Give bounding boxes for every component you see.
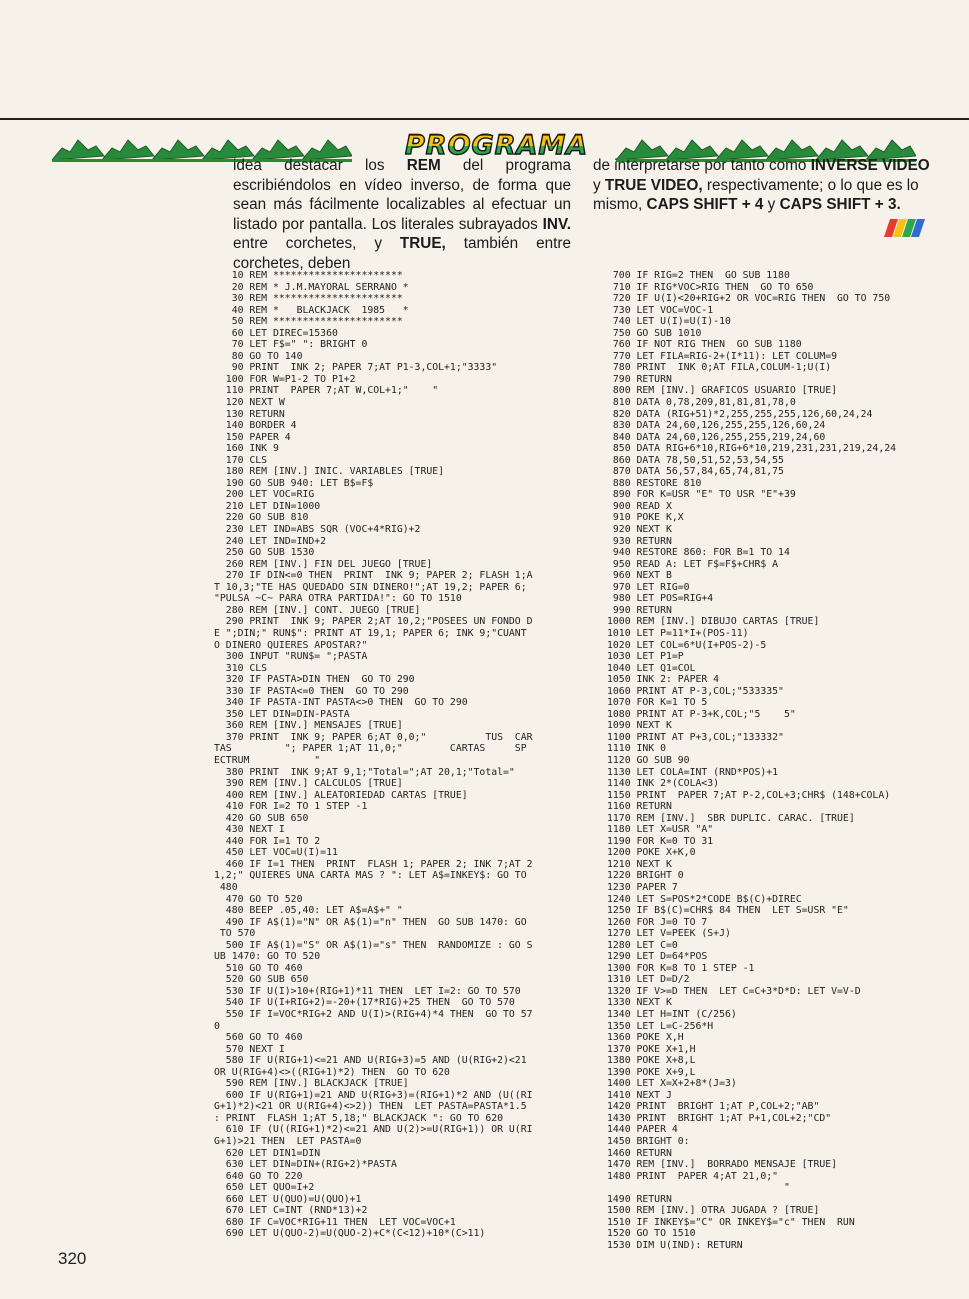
code-line: 330 IF PASTA<=0 THEN GO TO 290 <box>214 685 409 697</box>
code-line: 810 DATA 0,78,209,81,81,81,78,0 <box>607 397 796 409</box>
code-line: 1370 POKE X+1,H <box>607 1043 696 1055</box>
intro-bold-term: TRUE, <box>399 235 446 252</box>
section-title: PROGRAMA <box>405 126 585 166</box>
code-line: 590 REM [INV.] BLACKJACK [TRUE] <box>214 1078 409 1090</box>
code-line: 80 GO TO 140 <box>214 350 303 362</box>
code-line: 470 GO TO 520 <box>214 893 303 905</box>
code-line: 320 IF PASTA>DIN THEN GO TO 290 <box>214 674 415 686</box>
code-line: 1390 POKE X+9,L <box>607 1066 696 1078</box>
code-line: 100 FOR W=P1-2 TO P1+2 <box>214 373 356 385</box>
code-line: 680 IF C=VOC*RIG+11 THEN LET VOC=VOC+1 <box>214 1216 456 1228</box>
code-line: 790 RETURN <box>607 373 672 385</box>
code-line: 1510 IF INKEY$="C" OR INKEY$="c" THEN RUN <box>607 1216 855 1228</box>
intro-bold-term: CAPS SHIFT + 4 <box>646 196 764 213</box>
header-rule <box>0 118 969 120</box>
code-line: 620 LET DIN1=DIN <box>214 1147 321 1159</box>
code-line: 350 LET DIN=DIN-PASTA <box>214 708 350 720</box>
intro-text-run: de interpretarse por tanto como <box>593 157 811 174</box>
code-line: 1110 INK 0 <box>607 743 666 755</box>
code-line: 1060 PRINT AT P-3,COL;"533335" <box>607 685 784 697</box>
code-line: 1420 PRINT BRIGHT 1;AT P,COL+2;"AB" <box>607 1101 820 1113</box>
code-line: 190 GO SUB 940: LET B$=F$ <box>214 477 374 489</box>
code-line: 1,2;" QUIERES UNA CARTA MAS ? ": LET A$=INKEY$: GO TO <box>214 870 527 882</box>
code-line: TO 570 <box>214 928 256 940</box>
code-line: 1200 POKE X+K,0 <box>607 847 696 859</box>
code-line: 270 IF DIN<=0 THEN PRINT INK 9; PAPER 2; FLASH 1;A <box>214 570 533 582</box>
code-line: 960 NEXT B <box>607 570 672 582</box>
code-line: 1050 INK 2: PAPER 4 <box>607 674 720 686</box>
code-line: 450 LET VOC=U(I)=11 <box>214 847 338 859</box>
code-line: 260 REM [INV.] FIN DEL JUEGO [TRUE] <box>214 558 433 570</box>
code-line: 770 LET FILA=RIG-2+(I*11): LET COLUM=9 <box>607 350 838 362</box>
code-line: 740 LET U(I)=U(I)-10 <box>607 316 731 328</box>
code-line: 650 LET QUO=I+2 <box>214 1182 315 1194</box>
code-line: 1030 LET P1=P <box>607 651 684 663</box>
code-line: 540 IF U(I+RIG+2)=-20+(17*RIG)+25 THEN GO TO 570 <box>214 997 515 1009</box>
code-line: 1040 LET Q1=COL <box>607 662 696 674</box>
intro-bold-term: INV. <box>542 215 571 233</box>
code-line: 380 PRINT INK 9;AT 9,1;"Total=";AT 20,1;"Total=" <box>214 766 515 778</box>
code-line: 1470 REM [INV.] BORRADO MENSAJE [TRUE] <box>607 1159 838 1171</box>
code-line: 1480 PRINT PAPER 4;AT 21,0;" <box>607 1170 779 1182</box>
code-line: 660 LET U(QUO)=U(QUO)+1 <box>214 1193 362 1205</box>
code-line: 1260 FOR J=0 TO 7 <box>607 916 708 928</box>
code-line: 10 REM ********************** <box>214 270 403 281</box>
code-line: 250 GO SUB 1530 <box>214 547 315 559</box>
code-line: 480 <box>214 881 238 893</box>
code-line: 1500 REM [INV.] OTRA JUGADA ? [TRUE] <box>607 1205 820 1217</box>
code-line: 1400 LET X=X+2+8*(J=3) <box>607 1078 737 1090</box>
code-line: : PRINT FLASH 1;AT 5,18;" BLACKJACK ": GO TO 620 <box>214 1112 504 1124</box>
code-line: 780 PRINT INK 0;AT FILA,COLUM-1;U(I) <box>607 362 832 374</box>
code-line: 130 RETURN <box>214 408 285 420</box>
code-line: 1000 REM [INV.] DIBUJO CARTAS [TRUE] <box>607 616 820 628</box>
code-line: T 10,3;"TE HAS QUEDADO SIN DINERO!";AT 19,2; PAPER 6; <box>214 581 527 593</box>
code-line: 690 LET U(QUO-2)=U(QUO-2)+C*(C<12)+10*(C>11) <box>214 1228 486 1240</box>
code-line: 1270 LET V=PEEK (S+J) <box>607 928 731 940</box>
code-line: 500 IF A$(1)="S" OR A$(1)="s" THEN RANDOMIZE : GO S <box>214 939 533 951</box>
code-line: 1170 REM [INV.] SBR DUPLIC. CARAC. [TRUE] <box>607 812 855 824</box>
code-line: ECTRUM " <box>214 754 321 766</box>
code-line: 1130 LET COLA=INT (RND*POS)+1 <box>607 766 779 778</box>
code-line: 230 LET IND=ABS SQR (VOC+4*RIG)+2 <box>214 524 421 536</box>
code-line: 1070 FOR K=1 TO 5 <box>607 697 708 709</box>
code-line: 160 INK 9 <box>214 443 279 455</box>
code-line: 20 REM * J.M.MAYORAL SERRANO * <box>214 281 409 293</box>
code-line: 60 LET DIREC=15360 <box>214 327 338 339</box>
code-line: 860 DATA 78,50,51,52,53,54,55 <box>607 454 784 466</box>
code-line: 40 REM * BLACKJACK 1985 * <box>214 304 409 316</box>
code-line: 580 IF U(RIG+1)<=21 AND U(RIG+3)=5 AND (U(RIG+2)<21 <box>214 1055 527 1067</box>
intro-paragraph-left <box>233 156 571 273</box>
code-line: G+1)*2)<21 OR U(RIG+4)<>2)) THEN LET PASTA=PASTA*1.5 <box>214 1101 527 1113</box>
code-line: 360 REM [INV.] MENSAJES [TRUE] <box>214 720 403 732</box>
code-line: 410 FOR I=2 TO 1 STEP -1 <box>214 801 368 813</box>
code-line: 1520 GO TO 1510 <box>607 1228 696 1240</box>
code-line: 120 NEXT W <box>214 397 285 409</box>
code-line: 550 IF I=VOC*RIG+2 AND U(I)>(RIG+4)*4 THEN GO TO 57 <box>214 1009 533 1020</box>
code-line: 170 CLS <box>214 454 268 466</box>
code-line: 1310 LET D=D/2 <box>607 974 690 986</box>
code-line: 1460 RETURN <box>607 1147 672 1159</box>
intro-text-run: del programa escribiéndolos en vídeo inverso, de forma que sean más fácilmente localizables al efectuar un listado por pantalla. Los literales subrayados <box>233 157 571 233</box>
code-line: O DINERO QUIERES APOSTAR?" <box>214 639 368 651</box>
page-header <box>0 60 969 161</box>
code-line: 50 REM ********************** <box>214 316 403 328</box>
code-line: 930 RETURN <box>607 535 672 547</box>
code-line: 440 FOR I=1 TO 2 <box>214 835 321 847</box>
code-line: OR U(RIG+4)<>((RIG+1)*2) THEN GO TO 620 <box>214 1066 450 1078</box>
code-line: 180 REM [INV.] INIC. VARIABLES [TRUE] <box>214 466 445 478</box>
code-line: 1010 LET P=11*I+(POS-11) <box>607 627 749 639</box>
code-line: 310 CLS <box>214 662 268 674</box>
code-line: 890 FOR K=USR "E" TO USR "E"+39 <box>607 489 796 501</box>
code-line: 1290 LET D=64*POS <box>607 951 708 963</box>
program-listing-right <box>607 270 947 1251</box>
code-line: 720 IF U(I)<20+RIG+2 OR VOC=RIG THEN GO TO 750 <box>607 293 891 305</box>
code-line: 1150 PRINT PAPER 7;AT P-2,COL+3;CHR$ (148+COLA) <box>607 789 891 801</box>
code-line: 760 IF NOT RIG THEN GO SUB 1180 <box>607 339 802 351</box>
code-line: 0 <box>214 1020 220 1032</box>
code-line: 1080 PRINT AT P-3+K,COL;"5 5" <box>607 708 796 720</box>
spectrum-stripes-icon <box>884 219 926 237</box>
code-line: 1300 FOR K=8 TO 1 STEP -1 <box>607 962 755 974</box>
intro-text-run: idea destacar los <box>233 157 407 174</box>
code-line: 390 REM [INV.] CALCULOS [TRUE] <box>214 778 403 790</box>
code-line: 1320 IF V>=D THEN LET C=C+3*D*D: LET V=V-D <box>607 985 861 997</box>
code-line: 200 LET VOC=RIG <box>214 489 315 501</box>
code-line: 290 PRINT INK 9; PAPER 2;AT 10,2;"POSEES UN FONDO D <box>214 616 533 628</box>
code-line: 800 REM [INV.] GRAFICOS USUARIO [TRUE] <box>607 385 838 397</box>
code-line: 710 IF RIG*VOC>RIG THEN GO TO 650 <box>607 281 814 293</box>
code-line: 970 LET RIG=0 <box>607 581 690 593</box>
code-line: 1450 BRIGHT 0: <box>607 1136 690 1148</box>
intro-text-run: entre corchetes, y <box>233 235 400 252</box>
intro-bold-term: REM <box>406 157 441 174</box>
code-line: 150 PAPER 4 <box>214 431 291 443</box>
code-line: 430 NEXT I <box>214 824 285 836</box>
intro-bold-term: INVERSE VIDEO <box>810 157 930 174</box>
code-line: 980 LET POS=RIG+4 <box>607 593 714 605</box>
code-line: 1180 LET X=USR "A" <box>607 824 714 836</box>
code-line: 610 IF (U((RIG+1)*2)<=21 AND U(2)>=U(RIG+1)) OR U(RI <box>214 1124 533 1136</box>
code-line: 510 GO TO 460 <box>214 962 303 974</box>
code-line: 1360 POKE X,H <box>607 1032 684 1044</box>
code-line: 940 RESTORE 860: FOR B=1 TO 14 <box>607 547 790 559</box>
code-line: G+1)>21 THEN LET PASTA=0 <box>214 1136 362 1148</box>
program-listing-left <box>214 270 586 1240</box>
code-line: 1340 LET H=INT (C/256) <box>607 1009 737 1020</box>
code-line: "PULSA ~C~ PARA OTRA PARTIDA!": GO TO 1510 <box>214 593 462 605</box>
intro-bold-term: CAPS SHIFT + 3. <box>779 196 901 213</box>
code-line: 1250 IF B$(C)=CHR$ 84 THEN LET S=USR "E" <box>607 905 849 917</box>
code-line: 1190 FOR K=0 TO 31 <box>607 835 714 847</box>
code-line: 990 RETURN <box>607 604 672 616</box>
code-line: 730 LET VOC=VOC-1 <box>607 304 714 316</box>
code-line: 460 IF I=1 THEN PRINT FLASH 1; PAPER 2; INK 7;AT 2 <box>214 858 533 870</box>
code-line: 820 DATA (RIG+51)*2,255,255,255,126,60,24,24 <box>607 408 873 420</box>
intro-text-run: y <box>763 196 780 213</box>
code-line: 90 PRINT INK 2; PAPER 7;AT P1-3,COL+1;"3333" <box>214 362 498 374</box>
code-line: 300 INPUT "RUN$= ";PASTA <box>214 651 368 663</box>
code-line: 750 GO SUB 1010 <box>607 327 702 339</box>
code-line: 1380 POKE X+8,L <box>607 1055 696 1067</box>
code-line: 210 LET DIN=1000 <box>214 500 321 512</box>
code-line: 110 PRINT PAPER 7;AT W,COL+1;" " <box>214 385 439 397</box>
code-line: 1350 LET L=C-256*H <box>607 1020 714 1032</box>
code-line: 640 GO TO 220 <box>214 1170 303 1182</box>
code-line: 140 BORDER 4 <box>214 420 297 432</box>
code-line: 1210 NEXT K <box>607 858 672 870</box>
code-line: 1090 NEXT K <box>607 720 672 732</box>
code-line: 920 NEXT K <box>607 524 672 536</box>
code-line: 370 PRINT INK 9; PAPER 6;AT 0,0;" TUS CAR <box>214 731 533 743</box>
code-line: 570 NEXT I <box>214 1043 285 1055</box>
code-line: 830 DATA 24,60,126,255,255,126,60,24 <box>607 420 826 432</box>
code-line: 850 DATA RIG+6*10,RIG+6*10,219,231,231,219,24,24 <box>607 443 897 455</box>
code-line: 1100 PRINT AT P+3,COL;"133332" <box>607 731 784 743</box>
code-line: 400 REM [INV.] ALEATORIEDAD CARTAS [TRUE] <box>214 789 468 801</box>
code-line: TAS "; PAPER 1;AT 11,0;" CARTAS SP <box>214 743 527 755</box>
code-line: 880 RESTORE 810 <box>607 477 702 489</box>
code-line: 1120 GO SUB 90 <box>607 754 690 766</box>
code-line: 840 DATA 24,60,126,255,255,219,24,60 <box>607 431 826 443</box>
code-line: 340 IF PASTA-INT PASTA<>0 THEN GO TO 290 <box>214 697 468 709</box>
code-line: 1330 NEXT K <box>607 997 672 1009</box>
code-line: 560 GO TO 460 <box>214 1032 303 1044</box>
code-line: 70 LET F$=" ": BRIGHT 0 <box>214 339 368 351</box>
intro-text-run: y <box>593 176 605 194</box>
code-line: 480 BEEP .05,40: LET A$=A$+" " <box>214 905 403 917</box>
code-line: 900 READ X <box>607 500 672 512</box>
code-line: 1160 RETURN <box>607 801 672 813</box>
code-line: " <box>607 1182 790 1194</box>
intro-text-run: respectivamente; o lo que es lo mismo, <box>593 176 919 213</box>
code-line: 420 GO SUB 650 <box>214 812 309 824</box>
code-line: 910 POKE K,X <box>607 512 684 524</box>
page-number: 320 <box>58 1249 87 1268</box>
code-line: 1230 PAPER 7 <box>607 881 678 893</box>
code-line: 670 LET C=INT (RND*13)+2 <box>214 1205 368 1217</box>
code-line: 1220 BRIGHT 0 <box>607 870 684 882</box>
code-line: 220 GO SUB 810 <box>214 512 309 524</box>
intro-bold-term: TRUE VIDEO, <box>604 176 703 194</box>
code-line: 280 REM [INV.] CONT. JUEGO [TRUE] <box>214 604 421 616</box>
code-line: 1430 PRINT BRIGHT 1;AT P+1,COL+2;"CD" <box>607 1112 832 1124</box>
code-line: 1490 RETURN <box>607 1193 672 1205</box>
code-line: 530 IF U(I)>10+(RIG+1)*11 THEN LET I=2: GO TO 570 <box>214 985 521 997</box>
code-line: 1530 DIM U(IND): RETURN <box>607 1239 743 1251</box>
code-line: 520 GO SUB 650 <box>214 974 309 986</box>
code-line: 630 LET DIN=DIN+(RIG+2)*PASTA <box>214 1159 397 1171</box>
code-line: 1280 LET C=0 <box>607 939 678 951</box>
code-line: 1140 INK 2*(COLA<3) <box>607 778 720 790</box>
code-line: 950 READ A: LET F$=F$+CHR$ A <box>607 558 779 570</box>
code-line: 1240 LET S=POS*2*CODE B$(C)+DIREC <box>607 893 802 905</box>
code-line: 870 DATA 56,57,84,65,74,81,75 <box>607 466 784 478</box>
intro-paragraph-right <box>593 156 931 215</box>
code-line: 1410 NEXT J <box>607 1089 672 1101</box>
code-line: UB 1470: GO TO 520 <box>214 951 321 963</box>
intro-text-run: también entre corchetes, deben <box>233 235 571 272</box>
code-line: 700 IF RIG=2 THEN GO SUB 1180 <box>607 270 790 281</box>
code-line: 1020 LET COL=6*U(I+POS-2)-5 <box>607 639 767 651</box>
code-line: E ";DIN;" RUN$": PRINT AT 19,1; PAPER 6; INK 9;"CUANT <box>214 627 527 639</box>
code-line: 600 IF U(RIG+1)=21 AND U(RIG+3)=(RIG+1)*2 AND (U((RI <box>214 1089 533 1101</box>
code-line: 30 REM ********************** <box>214 293 403 305</box>
code-line: 1440 PAPER 4 <box>607 1124 678 1136</box>
code-line: 240 LET IND=IND+2 <box>214 535 327 547</box>
code-line: 490 IF A$(1)="N" OR A$(1)="n" THEN GO SUB 1470: GO <box>214 916 527 928</box>
